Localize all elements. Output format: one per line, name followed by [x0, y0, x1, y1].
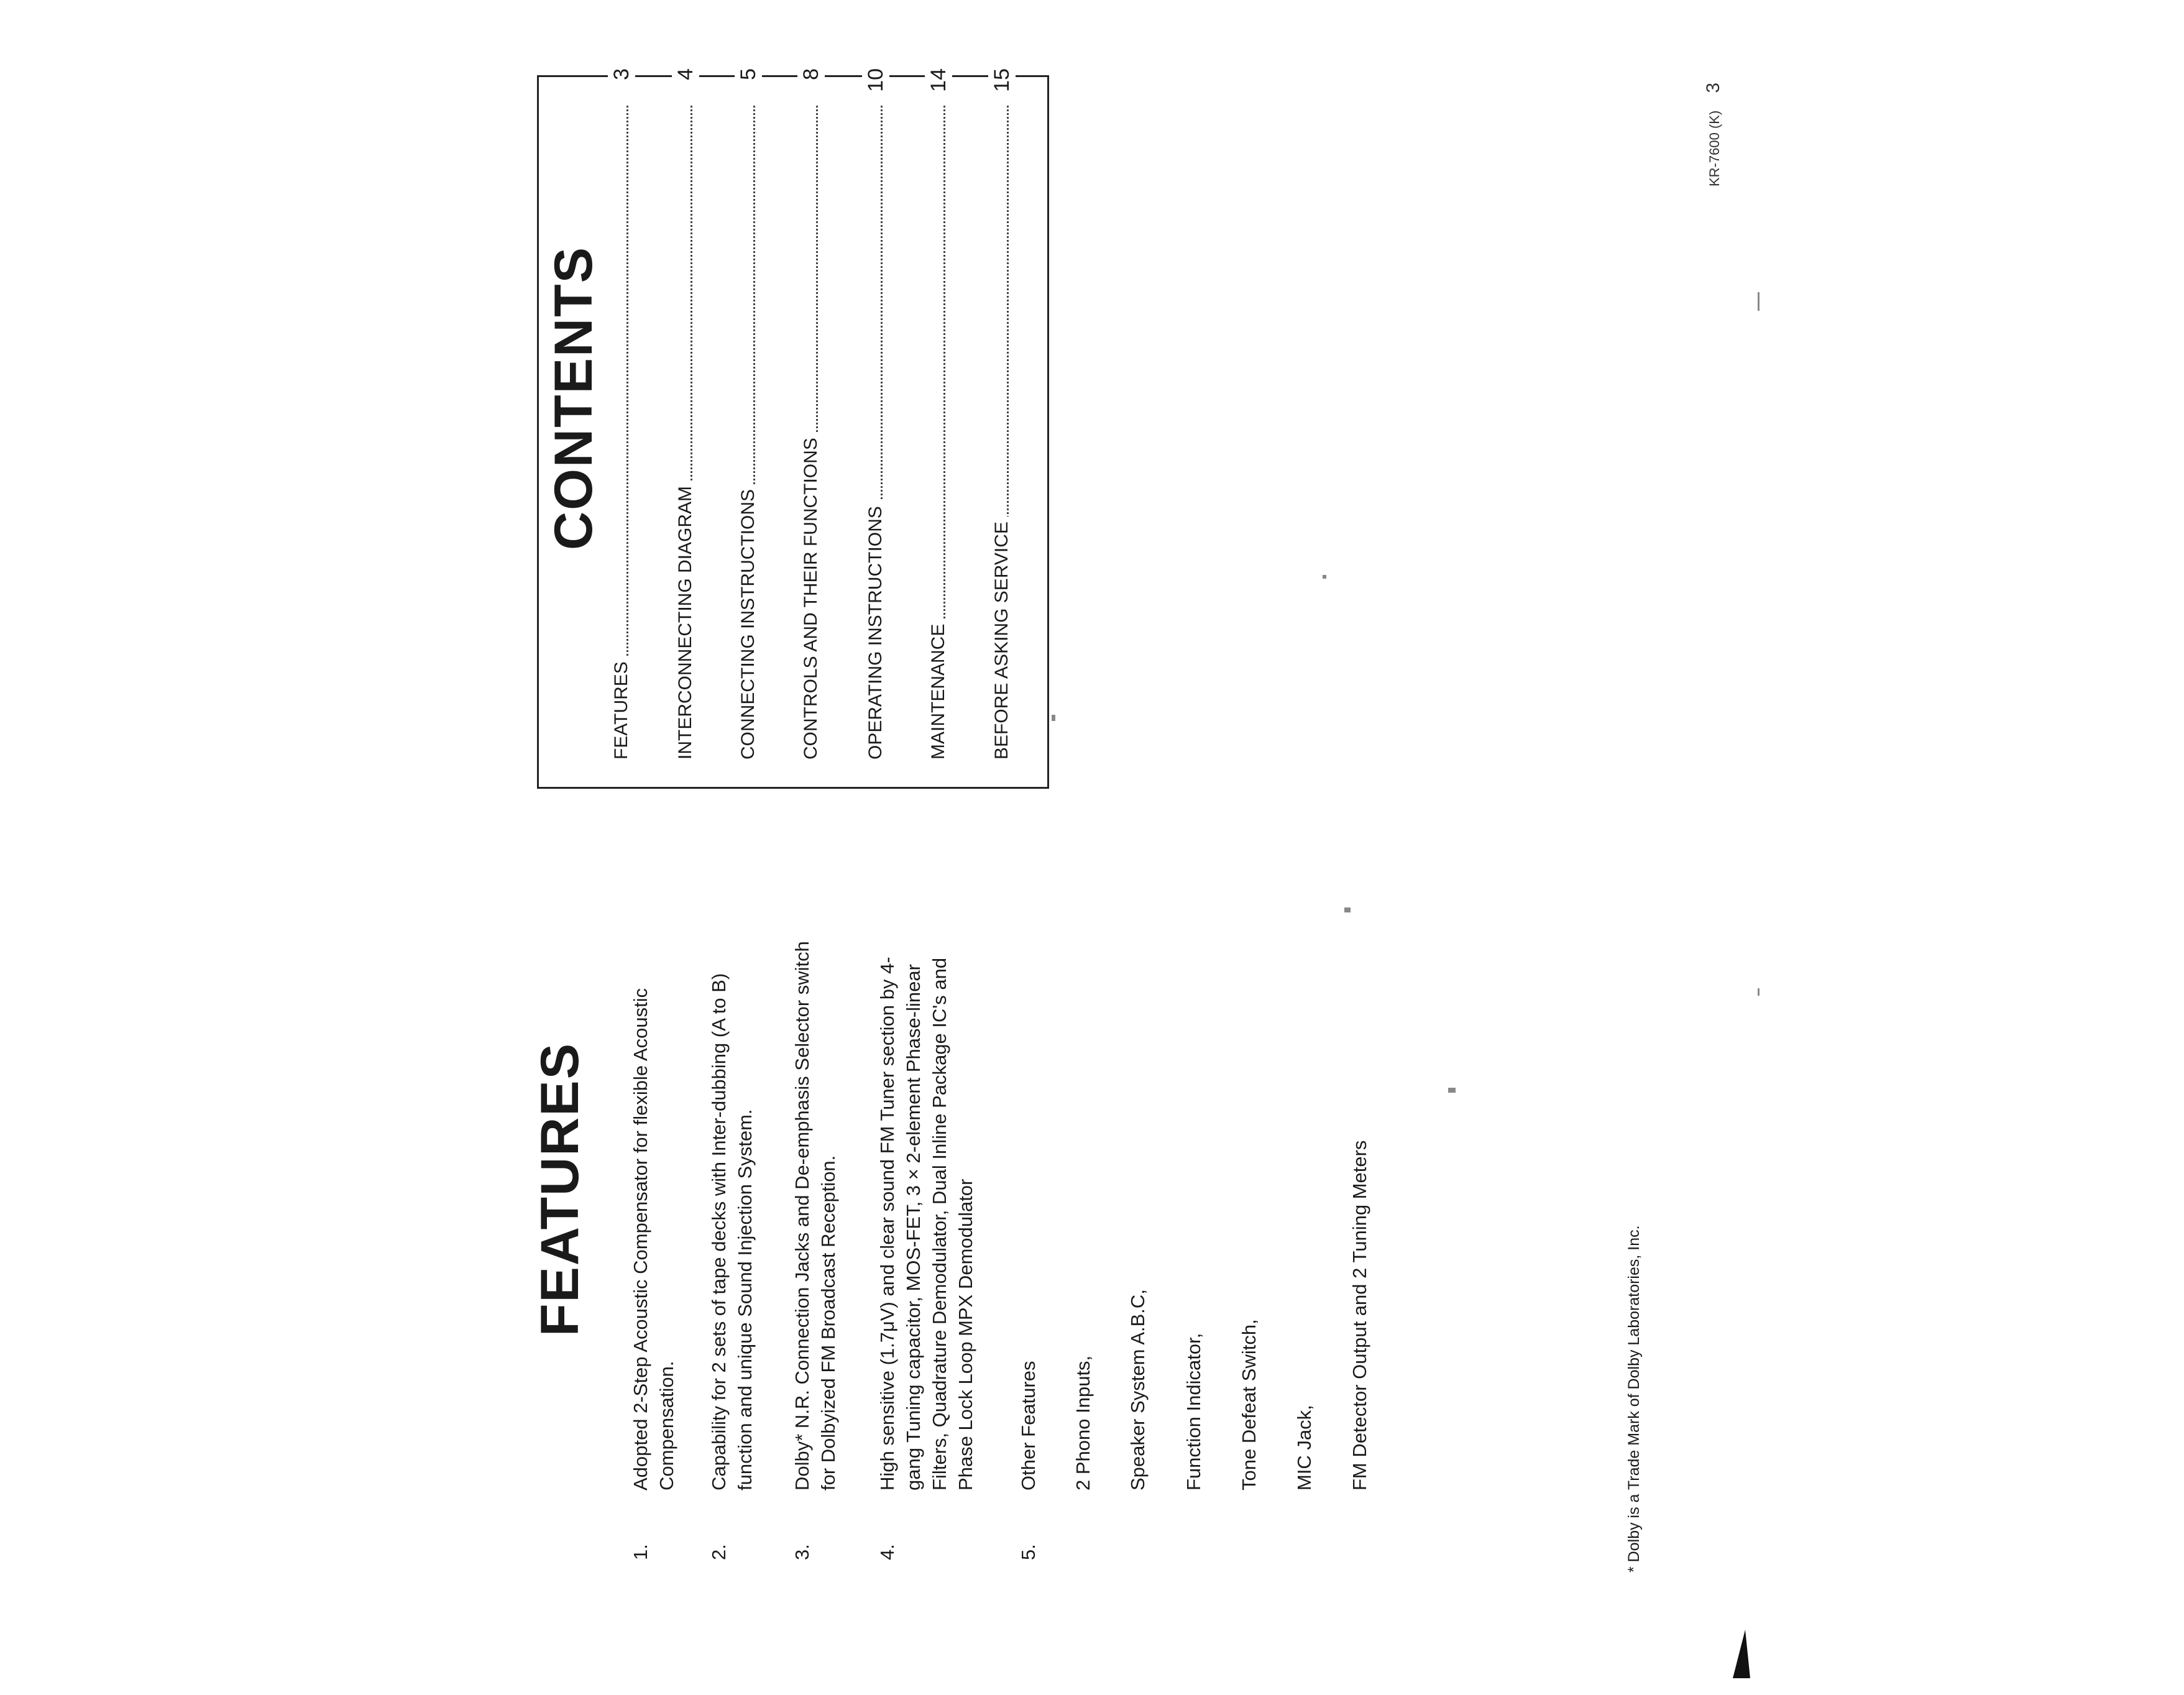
page-footer	[1704, 83, 1724, 186]
other-feature-item: FM Detector Output and 2 Tuning Meters	[1349, 1140, 1370, 1491]
page-number: 3	[1703, 82, 1723, 93]
other-feature-item: 2 Phono Inputs,	[1072, 1355, 1094, 1491]
dolby-footnote: * Dolby is a Trade Mark of Dolby Laboratories, Inc.	[1625, 1225, 1643, 1573]
scan-corner-mark	[1733, 1630, 1750, 1678]
toc-entry[interactable]: OPERATING INSTRUCTIONS 10	[862, 68, 889, 760]
toc-entry[interactable]: CONNECTING INSTRUCTIONS 5	[735, 68, 762, 760]
contents-title: CONTENTS	[544, 246, 603, 550]
features-list: 1. Adopted 2-Step Acoustic Compensator for flexible Acoustic Compensation. 2. Capability for 2 sets of tape decks with Inter-dubbing (A to B) function and unique Sound Injection System. 3. Dolby* N.R. Connection Jacks and De-emphasis Selector switch for Dolbyized FM Broadcast Reception. 4. High sensitive (1.7μV) and clear sound FM Tuner section by 4- gang Tuning capacitor, MOS-FET, 3 × 2-element Phase-linear Filters, Quadrature Demodulator, Dual Inline Package IC's and Phase Lock Loop MPX Demodulator	[630, 941, 976, 1560]
scan-speck	[1052, 715, 1055, 721]
features-title: FEATURES	[530, 1042, 590, 1336]
scan-speck	[1448, 1088, 1456, 1093]
scan-speck	[1323, 575, 1326, 579]
scan-speck	[1344, 907, 1351, 912]
other-feature-item: Tone Defeat Switch,	[1238, 1319, 1260, 1491]
other-feature-item: MIC Jack,	[1293, 1405, 1315, 1491]
model-number: KR-7600 (K)	[1707, 110, 1722, 186]
other-feature-item: Speaker System A.B.C,	[1127, 1289, 1149, 1491]
other-feature-item: Function Indicator,	[1183, 1333, 1204, 1491]
toc-entry[interactable]: BEFORE ASKING SERVICE 15	[988, 68, 1016, 760]
toc-entry[interactable]: FEATURES 3	[608, 68, 635, 760]
toc-entry[interactable]: INTERCONNECTING DIAGRAM 4	[672, 68, 699, 760]
scan-speck	[1758, 988, 1760, 996]
contents-list	[608, 68, 1043, 760]
other-features-list: 5. Other Features 2 Phono Inputs, Speaker System A.B.C, Function Indicator, Tone Defeat Switch, MIC Jack, FM Detector Output and 2 Tuning Meters	[1016, 752, 1388, 1560]
toc-entry[interactable]: CONTROLS AND THEIR FUNCTIONS 8	[797, 68, 825, 760]
scan-speck	[1758, 292, 1760, 311]
toc-entry[interactable]: MAINTENANCE 14	[925, 68, 952, 760]
